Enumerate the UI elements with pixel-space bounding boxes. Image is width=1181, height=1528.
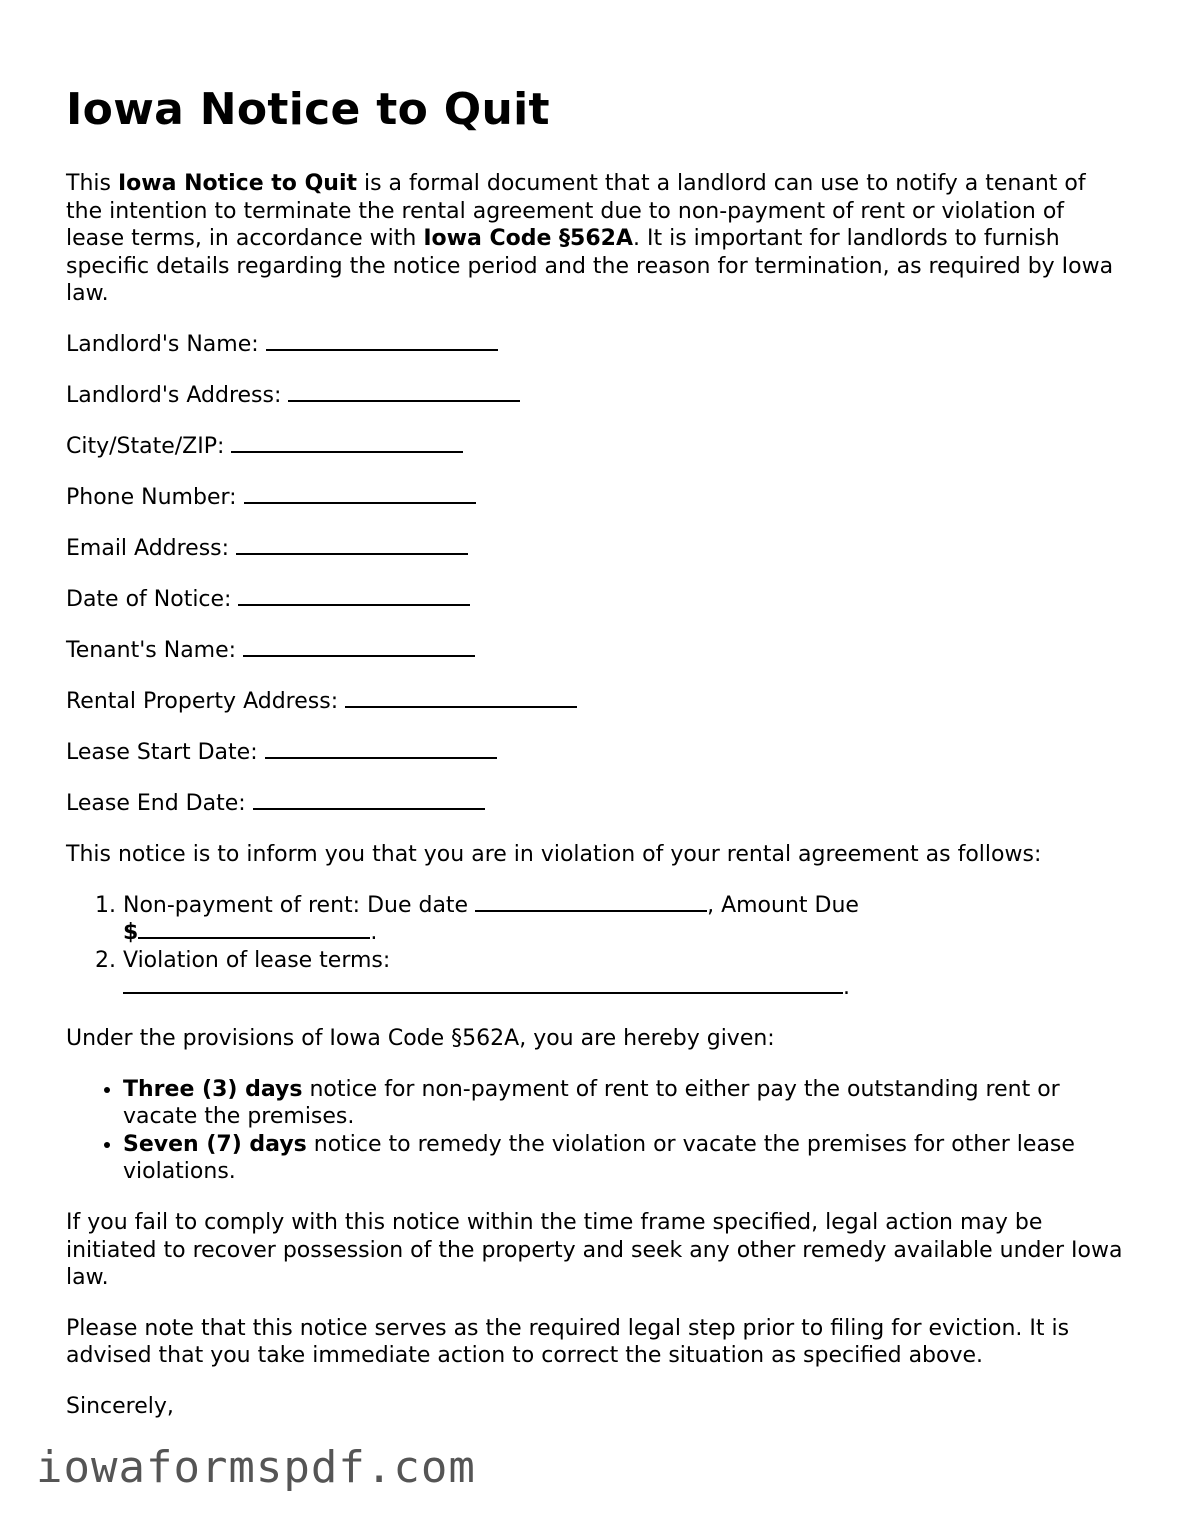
amount-due-blank[interactable] <box>138 919 370 939</box>
field-label: Lease Start Date: <box>66 739 265 765</box>
document-title: Iowa Notice to Quit <box>66 84 550 135</box>
provision-bold: Three (3) days <box>123 1076 303 1102</box>
landlord-address-blank[interactable] <box>288 382 520 402</box>
provisions-intro: Under the provisions of Iowa Code §562A, you are hereby given: <box>66 1025 775 1051</box>
lease-violation-blank[interactable] <box>123 974 843 994</box>
lease-violation-label: Violation of lease terms: <box>123 947 391 973</box>
field-tenant-name <box>66 637 1126 665</box>
intro-bold-form-name: Iowa Notice to Quit <box>117 171 357 196</box>
due-date-blank[interactable] <box>475 892 707 912</box>
violation-list <box>66 892 1126 1002</box>
tenant-name-blank[interactable] <box>243 637 475 657</box>
field-email-address <box>66 535 1126 563</box>
field-label: City/State/ZIP: <box>66 433 232 459</box>
field-landlord-address <box>66 382 1126 410</box>
field-lease-end-date <box>66 790 1126 818</box>
field-label: Landlord's Address: <box>66 382 289 408</box>
document-page <box>66 80 1126 1420</box>
city-state-zip-blank[interactable] <box>231 433 463 453</box>
rental-property-address-blank[interactable] <box>345 688 577 708</box>
field-date-of-notice <box>66 586 1126 614</box>
field-label: Lease End Date: <box>66 790 253 816</box>
provision-text: notice for non-payment of rent to either pay the outstanding rent or vacate the premises. <box>123 1076 1060 1130</box>
field-label: Date of Notice: <box>66 586 239 612</box>
provision-bold: Seven (7) days <box>123 1131 307 1157</box>
violation-item-lease-terms <box>123 947 1126 1002</box>
period: . <box>370 920 378 946</box>
note-paragraph: Please note that this notice serves as the required legal step prior to filing for eviction. It is advised that you take immediate action to correct the situation as specified above. <box>66 1315 1070 1369</box>
field-label: Landlord's Name: <box>66 331 266 357</box>
intro-text-start: This <box>66 171 118 196</box>
field-landlord-name <box>66 331 1126 359</box>
lease-end-date-blank[interactable] <box>253 790 485 810</box>
field-label: Phone Number: <box>66 484 244 510</box>
field-label: Email Address: <box>66 535 237 561</box>
field-label: Rental Property Address: <box>66 688 346 714</box>
date-of-notice-blank[interactable] <box>238 586 470 606</box>
lease-start-date-blank[interactable] <box>265 739 497 759</box>
intro-bold-code: Iowa Code §562A <box>423 226 634 252</box>
phone-number-blank[interactable] <box>244 484 476 504</box>
field-rental-property-address <box>66 688 1126 716</box>
email-address-blank[interactable] <box>236 535 468 555</box>
amount-due-label: , Amount Due <box>707 892 859 918</box>
dollar-sign: $ <box>123 920 139 946</box>
intro-text-end: . It is important for landlords to furnish specific details regarding the notice period and the reason for termination, as required by Iowa law. <box>66 226 1114 307</box>
period: . <box>843 975 850 1001</box>
provision-seven-days <box>123 1131 1126 1186</box>
violation-intro: This notice is to inform you that you are in violation of your rental agreement as follows: <box>66 841 1042 867</box>
provisions-list <box>66 1076 1126 1186</box>
failure-paragraph: If you fail to comply with this notice within the time frame specified, legal action may be initiated to recover possession of the property and seek any other remedy available under Iowa law. <box>66 1209 1123 1291</box>
site-watermark: iowaformspdf.com <box>36 1442 476 1493</box>
provision-three-days <box>123 1076 1126 1131</box>
field-phone-number <box>66 484 1126 512</box>
closing: Sincerely, <box>66 1393 174 1419</box>
intro-paragraph <box>66 170 1126 308</box>
provision-text: notice to remedy the violation or vacate the premises for other lease violations. <box>123 1131 1075 1185</box>
intro-text-middle: is a formal document that a landlord can use to notify a tenant of the intention to terminate the rental agreement due to non-payment of rent or violation of lease terms, in accordance with <box>66 171 1086 252</box>
nonpayment-label: Non-payment of rent: Due date <box>123 892 476 918</box>
field-label: Tenant's Name: <box>66 637 244 663</box>
field-lease-start-date <box>66 739 1126 767</box>
field-city-state-zip <box>66 433 1126 461</box>
landlord-name-blank[interactable] <box>266 331 498 351</box>
violation-item-nonpayment <box>123 892 1126 947</box>
